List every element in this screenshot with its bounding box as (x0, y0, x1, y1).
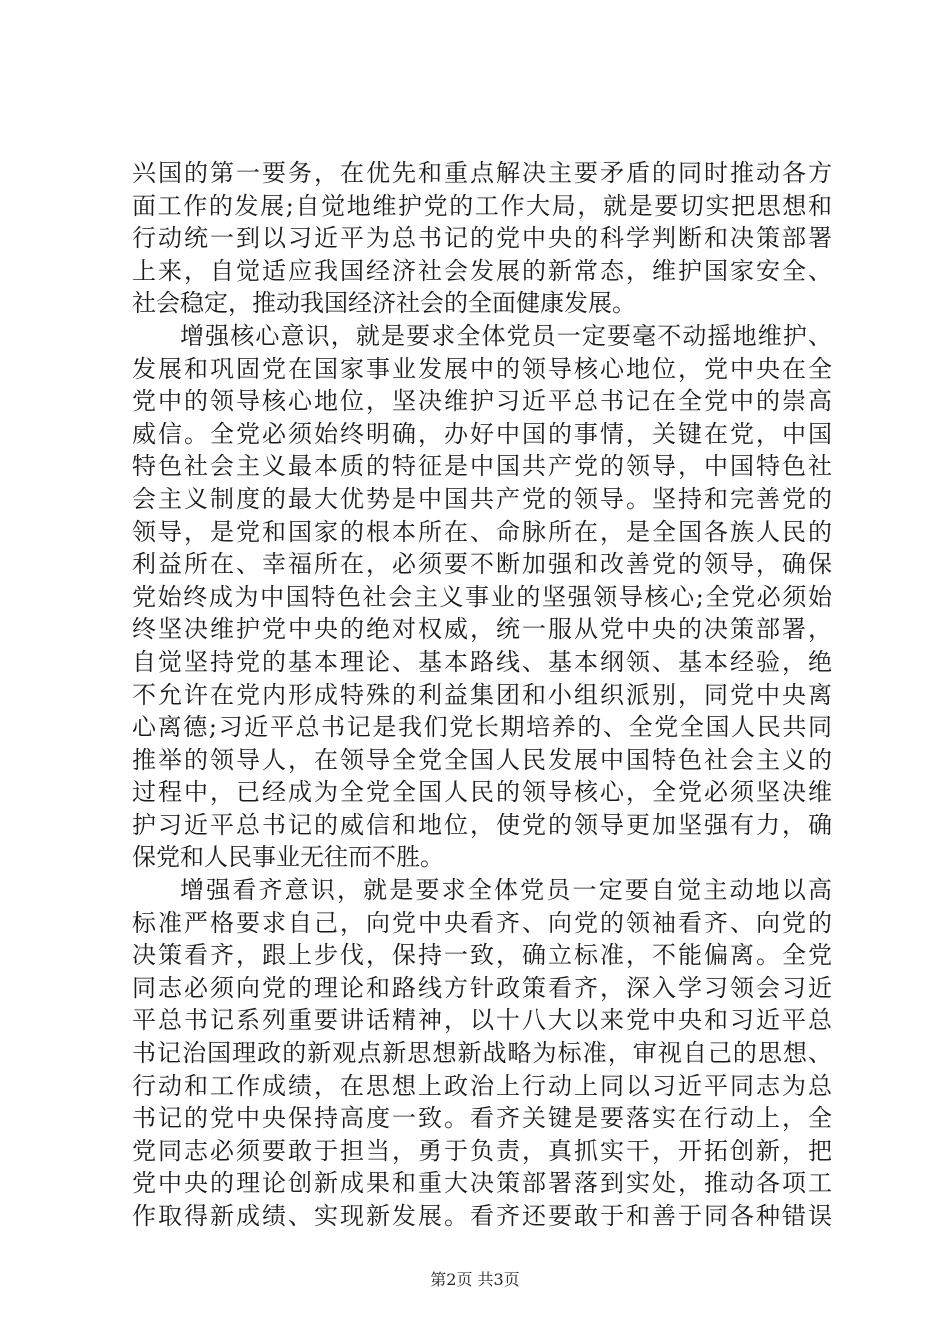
text-line: 面工作的发展;自觉地维护党的工作大局，就是要切实把思想和 (132, 191, 832, 220)
text-line: 党中央的理论创新成果和重大决策部署落到实处，推动各项工 (132, 1169, 832, 1198)
paragraph (132, 874, 832, 1233)
text-line: 利益所在、幸福所在，必须要不断加强和改善党的领导，确保 (132, 550, 832, 579)
text-line: 发展和巩固党在国家事业发展中的领导核心地位，党中央在全 (132, 354, 832, 383)
text-line: 领导，是党和国家的根本所在、命脉所在，是全国各族人民的 (132, 517, 832, 546)
page-number-footer: 第2页 共3页 (430, 1270, 520, 1289)
text-line: 过程中，已经成为全党全国人民的领导核心，全党必须坚决维 (132, 778, 832, 807)
text-line: 心离德;习近平总书记是我们党长期培养的、全党全国人民共同 (132, 713, 832, 742)
text-line: 终坚决维护党中央的绝对权威，统一服从党中央的决策部署， (132, 615, 832, 644)
text-line: 上来，自觉适应我国经济社会发展的新常态，维护国家安全、 (132, 256, 832, 285)
text-line: 平总书记系列重要讲话精神，以十八大以来党中央和习近平总 (132, 1006, 832, 1035)
text-line: 不允许在党内形成特殊的利益集团和小组织派别，同党中央离 (132, 680, 832, 709)
text-line: 行动统一到以习近平为总书记的党中央的科学判断和决策部署 (132, 224, 832, 253)
text-line: 党始终成为中国特色社会主义事业的坚强领导核心;全党必须始 (132, 582, 832, 611)
text-line: 社会稳定，推动我国经济社会的全面健康发展。 (132, 289, 636, 318)
text-line: 增强核心意识，就是要求全体党员一定要毫不动摇地维护、 (180, 321, 832, 350)
paragraph (132, 157, 832, 320)
text-line: 书记的党中央保持高度一致。看齐关键是要落实在行动上，全 (132, 1104, 832, 1133)
document-body (132, 157, 832, 1233)
text-line: 会主义制度的最大优势是中国共产党的领导。坚持和完善党的 (132, 484, 832, 513)
text-line: 书记治国理政的新观点新思想新战略为标准，审视自己的思想、 (132, 1039, 832, 1068)
text-line: 威信。全党必须始终明确，办好中国的事情，关键在党，中国 (132, 419, 832, 448)
text-line: 推举的领导人，在领导全党全国人民发展中国特色社会主义的 (132, 745, 832, 774)
text-line: 党中的领导核心地位，坚决维护习近平总书记在全党中的崇高 (132, 387, 832, 416)
text-line: 标准严格要求自己，向党中央看齐、向党的领袖看齐、向党的 (132, 908, 832, 937)
text-line: 护习近平总书记的威信和地位，使党的领导更加坚强有力，确 (132, 810, 832, 839)
text-line: 增强看齐意识，就是要求全体党员一定要自觉主动地以高 (180, 876, 832, 905)
text-line: 保党和人民事业无往而不胜。 (132, 843, 444, 872)
text-line: 兴国的第一要务，在优先和重点解决主要矛盾的同时推动各方 (132, 159, 832, 187)
text-line: 作取得新成绩、实现新发展。看齐还要敢于和善于同各种错误 (132, 1202, 832, 1230)
paragraph (132, 320, 832, 874)
text-line: 同志必须向党的理论和路线方针政策看齐，深入学习领会习近 (132, 973, 832, 1002)
text-line: 行动和工作成绩，在思想上政治上行动上同以习近平同志为总 (132, 1071, 832, 1100)
text-line: 决策看齐，跟上步伐，保持一致，确立标准，不能偏离。全党 (132, 941, 832, 970)
text-line: 特色社会主义最本质的特征是中国共产党的领导，中国特色社 (132, 452, 832, 481)
text-line: 自觉坚持党的基本理论、基本路线、基本纲领、基本经验，绝 (132, 647, 832, 676)
text-line: 党同志必须要敢于担当，勇于负责，真抓实干，开拓创新，把 (132, 1136, 832, 1165)
